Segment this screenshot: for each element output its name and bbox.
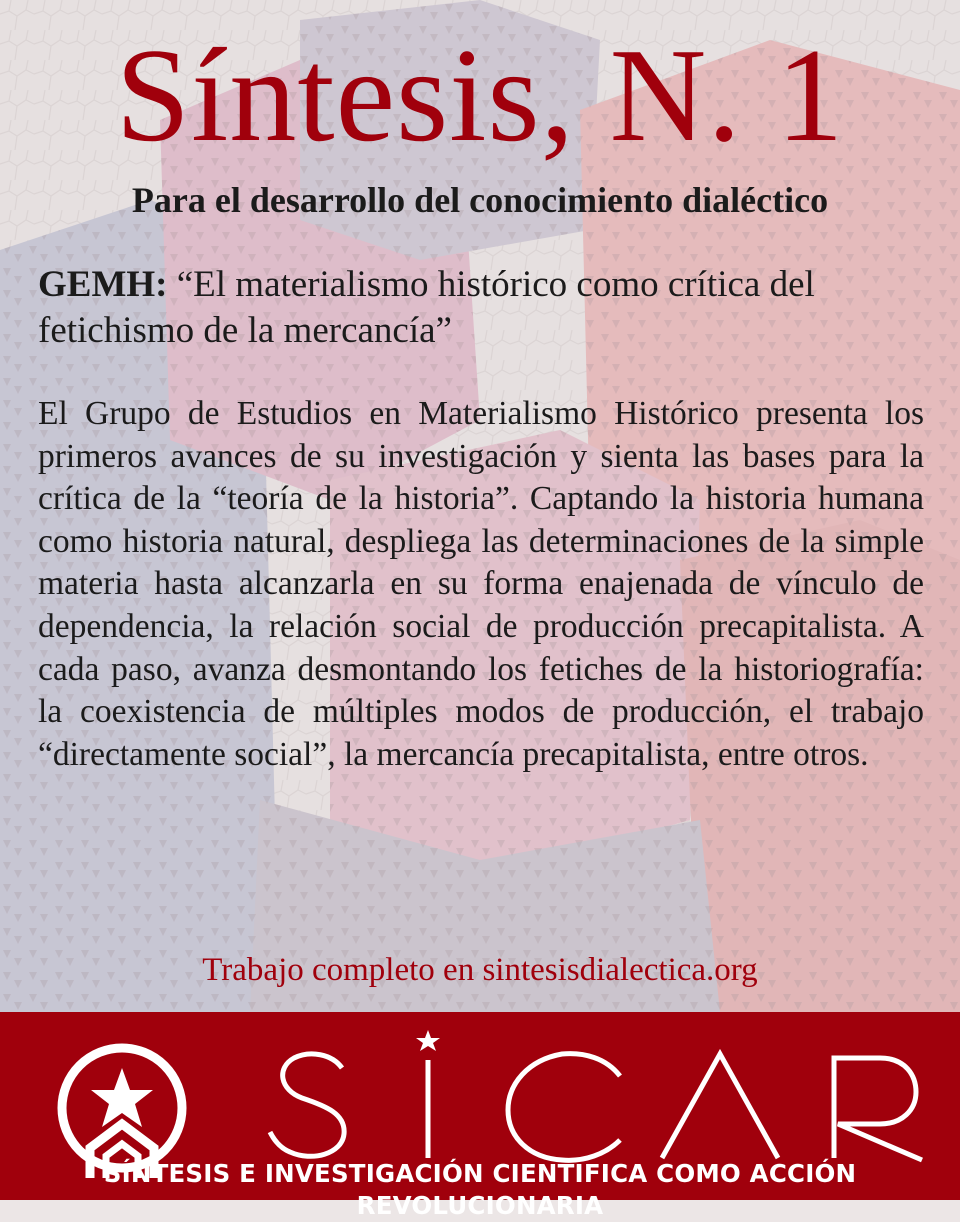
summary-paragraph: El Grupo de Estudios en Materialismo Histórico presenta los primeros avances de su investigación y sienta las bases para la crítica de la “teoría de la historia”. Captando la historia humana como historia natural, despliega las determinaciones de la simple materia hasta alcanzarla en su forma enajenada de vínculo de dependencia, la relación social de producción precapitalista. A cada paso, avanza desmontando los fetiches de la historiografía: la coexistencia de múltiples modos de producción, el trabajo “directamente social”, la mercancía precapitalista, entre otros. [38,395,924,773]
page-subtitle: Para el desarrollo del conocimiento dialéctico [131,180,829,220]
work-heading [38,262,924,354]
footer-tagline: SÍNTESIS E INVESTIGACIÓN CIENTÍFICA COMO ACCIÓN REVOLUCIONARIA [103,1159,857,1220]
sicar-wordmark [250,1024,930,1174]
sicar-logo-icon [52,1038,192,1178]
work-author: GEMH: [38,264,168,305]
page-title: Síntesis, N. 1 [115,21,845,169]
footer-banner [0,1012,960,1220]
website-link[interactable]: Trabajo completo en sintesisdialectica.org [202,952,758,988]
work-title: “El materialismo histórico como crítica del fetichismo de la mercancía” [38,264,815,351]
